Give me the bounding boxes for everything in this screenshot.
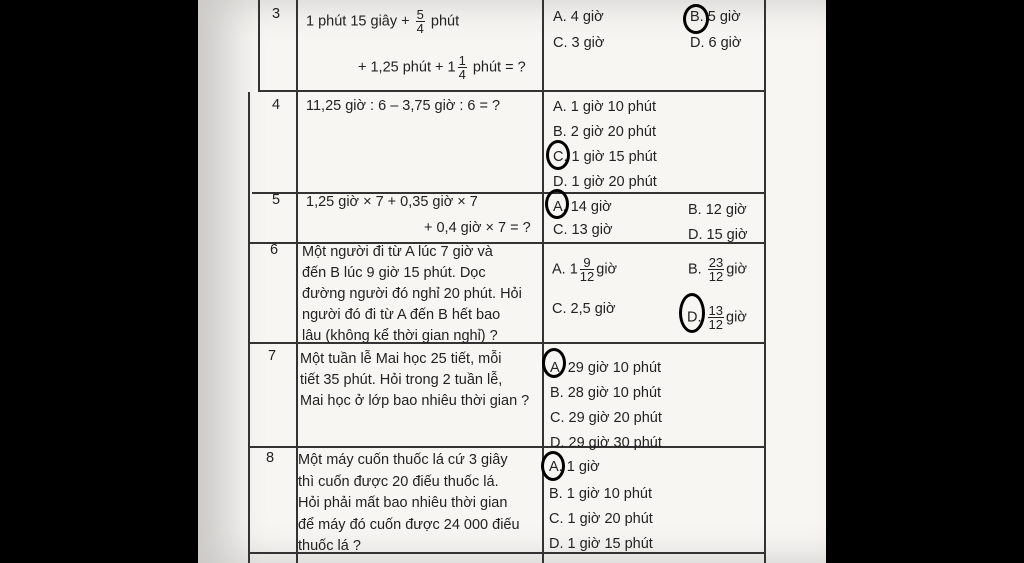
answer-option-b[interactable]: B. $\frac{23}{12}$ giờ	[688, 255, 747, 284]
table-right-border	[764, 0, 766, 563]
question-number: 5	[272, 192, 281, 208]
answer-circle-mark	[683, 4, 709, 34]
question-number: 6	[270, 242, 279, 258]
answer-circle-mark	[542, 348, 566, 378]
answer-option-b[interactable]: B. 2 giờ 20 phút	[553, 124, 657, 140]
question-text: Một người đi từ A lúc 7 giờ và đến B lúc 9 giờ 15 phút. Dọc đường người đó nghỉ 20 phút. Hỏi người đó đi từ A đến B hết bao lâu (không kể thời gian nghỉ) ?	[302, 244, 522, 344]
answer-option-a[interactable]: A. 29 giờ 10 phút	[550, 360, 662, 376]
answer-option-d[interactable]: D. 1 giờ 15 phút	[549, 536, 653, 552]
answer-option-c[interactable]: C. 2,5 giờ	[552, 301, 616, 317]
answer-option-b[interactable]: B. 5 giờ	[690, 9, 741, 25]
answer-option-b[interactable]: B. 1 giờ 10 phút	[549, 486, 653, 502]
answer-option-c[interactable]: C. 1 giờ 15 phút	[553, 149, 657, 165]
answer-option-d[interactable]: D. 1 giờ 20 phút	[553, 174, 657, 190]
answer-option-c[interactable]: C. 29 giờ 20 phút	[550, 410, 662, 426]
answer-circle-mark	[541, 451, 565, 481]
question-text: Một máy cuốn thuốc lá cứ 3 giây thì cuốn được 20 điếu thuốc lá. Hỏi phải mất bao nhiêu thời gian để máy đó cuốn được 24 000 điếu thuốc lá ?	[298, 452, 520, 554]
question-number: 3	[272, 6, 281, 22]
question-text: + 1,25 phút + 1 $\frac{1}{4}$ phút = ?	[358, 53, 526, 82]
question-text: 1,25 giờ × 7 + 0,35 giờ × 7	[306, 194, 478, 210]
answer-option-c[interactable]: C. 13 giờ	[553, 222, 613, 238]
answer-option-c[interactable]: C. 3 giờ	[553, 35, 605, 51]
question-number: 7	[268, 348, 277, 364]
answer-option-b[interactable]: B. 28 giờ 10 phút	[550, 385, 662, 401]
answer-option-b[interactable]: B. 12 giờ	[688, 202, 747, 218]
answer-option-a[interactable]: A. 1 giờ 10 phút	[553, 99, 657, 115]
table-left-border	[258, 0, 260, 92]
question-number: 8	[266, 450, 275, 466]
answer-option-a[interactable]: A. 14 giờ	[553, 199, 612, 215]
answer-option-a[interactable]: A. 1 $\frac{9}{12}$ giờ	[552, 255, 618, 284]
question-text: Một tuần lễ Mai học 25 tiết, mỗi tiết 35 phút. Hỏi trong 2 tuần lễ, Mai học ở lớp bao nhiêu thời gian ?	[300, 351, 530, 409]
answer-circle-mark	[545, 189, 569, 219]
answer-option-d[interactable]: D. 6 giờ	[690, 35, 742, 51]
answer-option-d[interactable]: D. $\frac{13}{12}$ giờ	[687, 303, 747, 332]
question-number: 4	[272, 97, 281, 113]
answer-option-a[interactable]: A. 1 giờ	[549, 459, 600, 475]
answer-circle-mark	[546, 140, 570, 170]
answer-option-d[interactable]: D. 15 giờ	[688, 227, 748, 243]
answer-circle-mark	[679, 293, 705, 333]
row-divider	[258, 90, 766, 92]
row-divider	[248, 446, 766, 448]
answer-option-a[interactable]: A. 4 giờ	[553, 9, 604, 25]
table-left-border	[248, 92, 250, 563]
question-text: 11,25 giờ : 6 – 3,75 giờ : 6 = ?	[306, 98, 501, 114]
answer-option-c[interactable]: C. 1 giờ 20 phút	[549, 511, 653, 527]
answer-option-d[interactable]: D. 29 giờ 30 phút	[550, 435, 662, 451]
question-text: + 0,4 giờ × 7 = ?	[424, 220, 531, 236]
question-text: 1 phút 15 giây + $\frac{5}{4}$ phút	[306, 7, 460, 36]
table-question-col-border	[542, 0, 544, 563]
